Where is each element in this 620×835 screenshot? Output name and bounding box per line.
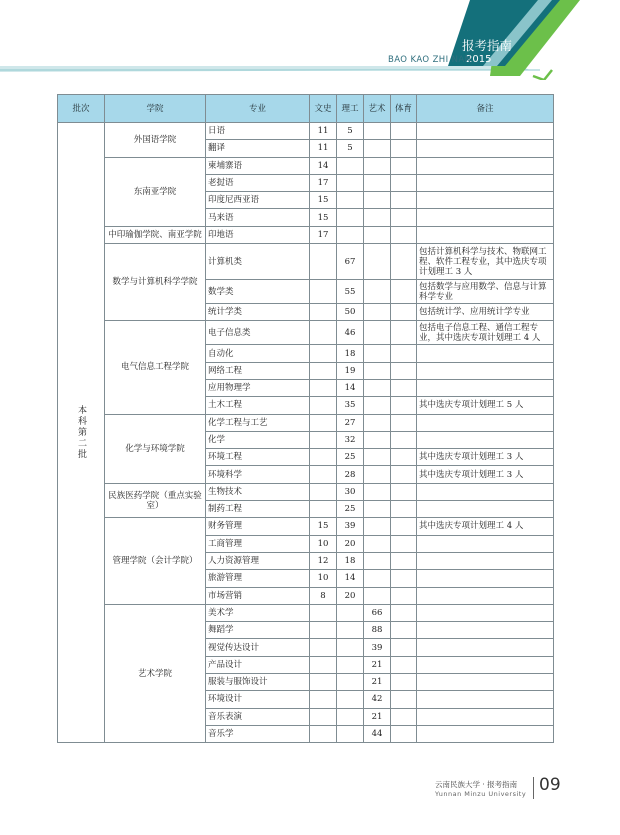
tiyu-cell bbox=[391, 674, 417, 691]
tiyu-cell bbox=[391, 518, 417, 535]
wenshi-cell bbox=[310, 483, 337, 500]
wenshi-cell bbox=[310, 622, 337, 639]
note-cell bbox=[417, 174, 554, 191]
major-cell: 电子信息类 bbox=[206, 321, 310, 345]
tiyu-cell bbox=[391, 431, 417, 448]
college-cell: 数学与计算机科学学院 bbox=[105, 244, 206, 321]
wenshi-cell: 15 bbox=[310, 518, 337, 535]
note-cell bbox=[417, 639, 554, 656]
note-cell: 其中选庆专项计划理工 4 人 bbox=[417, 518, 554, 535]
ligong-cell: 50 bbox=[337, 304, 364, 321]
wenshi-cell bbox=[310, 244, 337, 280]
yishu-cell bbox=[364, 449, 391, 466]
note-cell: 包括统计学、应用统计学专业 bbox=[417, 304, 554, 321]
tiyu-cell bbox=[391, 622, 417, 639]
wenshi-cell bbox=[310, 604, 337, 621]
yishu-cell bbox=[364, 501, 391, 518]
wenshi-cell: 11 bbox=[310, 123, 337, 140]
major-cell: 数学类 bbox=[206, 280, 310, 304]
header-yishu: 艺术 bbox=[364, 95, 391, 123]
yishu-cell bbox=[364, 226, 391, 243]
yishu-cell bbox=[364, 140, 391, 157]
wenshi-cell: 15 bbox=[310, 209, 337, 226]
major-cell: 市场营销 bbox=[206, 587, 310, 604]
guide-pinyin: BAO KAO ZHI NAN bbox=[388, 55, 472, 65]
note-cell: 包括数学与应用数学、信息与计算科学专业 bbox=[417, 280, 554, 304]
batch-cell bbox=[58, 123, 105, 743]
header-college: 学院 bbox=[105, 95, 206, 123]
check-mark-shape bbox=[533, 70, 552, 80]
note-cell bbox=[417, 379, 554, 396]
wenshi-cell bbox=[310, 321, 337, 345]
wenshi-cell bbox=[310, 501, 337, 518]
header-major: 专业 bbox=[206, 95, 310, 123]
yishu-cell bbox=[364, 466, 391, 483]
yishu-cell: 66 bbox=[364, 604, 391, 621]
tiyu-cell bbox=[391, 280, 417, 304]
table-row bbox=[58, 414, 554, 431]
ligong-cell bbox=[337, 691, 364, 708]
ligong-cell bbox=[337, 674, 364, 691]
ligong-cell: 20 bbox=[337, 535, 364, 552]
ligong-cell: 39 bbox=[337, 518, 364, 535]
yishu-cell bbox=[364, 518, 391, 535]
ligong-cell: 18 bbox=[337, 552, 364, 569]
tiyu-cell bbox=[391, 414, 417, 431]
tiyu-cell bbox=[391, 362, 417, 379]
wenshi-cell bbox=[310, 362, 337, 379]
note-cell: 包括电子信息工程、通信工程专业，其中选庆专项计划理工 4 人 bbox=[417, 321, 554, 345]
tiyu-cell bbox=[391, 397, 417, 414]
yishu-cell: 42 bbox=[364, 691, 391, 708]
college-cell: 中印瑜伽学院、南亚学院 bbox=[105, 226, 206, 243]
ligong-cell bbox=[337, 639, 364, 656]
note-cell bbox=[417, 656, 554, 673]
note-cell: 其中选庆专项计划理工 3 人 bbox=[417, 466, 554, 483]
yishu-cell: 88 bbox=[364, 622, 391, 639]
note-cell bbox=[417, 725, 554, 742]
major-cell: 网络工程 bbox=[206, 362, 310, 379]
note-cell: 其中选庆专项计划理工 5 人 bbox=[417, 397, 554, 414]
yishu-cell: 21 bbox=[364, 674, 391, 691]
tiyu-cell bbox=[391, 570, 417, 587]
note-cell bbox=[417, 552, 554, 569]
major-cell: 工商管理 bbox=[206, 535, 310, 552]
major-cell: 翻译 bbox=[206, 140, 310, 157]
tiyu-cell bbox=[391, 140, 417, 157]
tiyu-cell bbox=[391, 552, 417, 569]
footer-university-en: Yunnan Minzu University bbox=[435, 790, 527, 798]
wenshi-cell: 10 bbox=[310, 570, 337, 587]
wenshi-cell: 15 bbox=[310, 192, 337, 209]
tiyu-cell bbox=[391, 501, 417, 518]
note-cell bbox=[417, 604, 554, 621]
yishu-cell bbox=[364, 321, 391, 345]
tiyu-cell bbox=[391, 244, 417, 280]
ligong-cell: 46 bbox=[337, 321, 364, 345]
yishu-cell bbox=[364, 552, 391, 569]
yishu-cell: 21 bbox=[364, 656, 391, 673]
major-cell: 统计学类 bbox=[206, 304, 310, 321]
ligong-cell bbox=[337, 656, 364, 673]
ligong-cell: 14 bbox=[337, 570, 364, 587]
ligong-cell: 32 bbox=[337, 431, 364, 448]
table-row bbox=[58, 604, 554, 621]
wenshi-cell bbox=[310, 691, 337, 708]
tiyu-cell bbox=[391, 483, 417, 500]
wenshi-cell bbox=[310, 639, 337, 656]
wenshi-cell: 17 bbox=[310, 174, 337, 191]
table-row bbox=[58, 226, 554, 243]
major-cell: 马来语 bbox=[206, 209, 310, 226]
wenshi-cell bbox=[310, 379, 337, 396]
tiyu-cell bbox=[391, 691, 417, 708]
yishu-cell: 39 bbox=[364, 639, 391, 656]
table-body bbox=[58, 123, 554, 743]
wenshi-cell bbox=[310, 345, 337, 362]
guide-year: 2015 bbox=[466, 54, 492, 65]
major-cell: 应用物理学 bbox=[206, 379, 310, 396]
ligong-cell bbox=[337, 192, 364, 209]
tiyu-cell bbox=[391, 226, 417, 243]
tiyu-cell bbox=[391, 157, 417, 174]
yishu-cell bbox=[364, 174, 391, 191]
major-cell: 音乐学 bbox=[206, 725, 310, 742]
yishu-cell bbox=[364, 570, 391, 587]
note-cell bbox=[417, 192, 554, 209]
ligong-cell: 5 bbox=[337, 123, 364, 140]
major-cell: 日语 bbox=[206, 123, 310, 140]
wenshi-cell bbox=[310, 304, 337, 321]
college-cell: 东南亚学院 bbox=[105, 157, 206, 226]
yishu-cell bbox=[364, 280, 391, 304]
ligong-cell: 5 bbox=[337, 140, 364, 157]
ligong-cell: 55 bbox=[337, 280, 364, 304]
ligong-cell bbox=[337, 174, 364, 191]
college-cell: 化学与环境学院 bbox=[105, 414, 206, 483]
major-cell: 产品设计 bbox=[206, 656, 310, 673]
yishu-cell bbox=[364, 123, 391, 140]
wenshi-cell bbox=[310, 708, 337, 725]
yishu-cell bbox=[364, 587, 391, 604]
ligong-cell bbox=[337, 708, 364, 725]
note-cell bbox=[417, 414, 554, 431]
ligong-cell: 14 bbox=[337, 379, 364, 396]
major-cell: 自动化 bbox=[206, 345, 310, 362]
ligong-cell: 25 bbox=[337, 449, 364, 466]
note-cell bbox=[417, 362, 554, 379]
major-cell: 土木工程 bbox=[206, 397, 310, 414]
major-cell: 服装与服饰设计 bbox=[206, 674, 310, 691]
wenshi-cell: 8 bbox=[310, 587, 337, 604]
note-cell bbox=[417, 209, 554, 226]
table-row bbox=[58, 518, 554, 535]
enrollment-plan-table bbox=[57, 94, 554, 743]
major-cell: 视觉传达设计 bbox=[206, 639, 310, 656]
tiyu-cell bbox=[391, 535, 417, 552]
note-cell bbox=[417, 431, 554, 448]
yishu-cell bbox=[364, 431, 391, 448]
yishu-cell bbox=[364, 192, 391, 209]
yishu-cell bbox=[364, 397, 391, 414]
footer-university-cn: 云南民族大学 · 报考指南 bbox=[435, 780, 518, 789]
wenshi-cell bbox=[310, 414, 337, 431]
tiyu-cell bbox=[391, 725, 417, 742]
major-cell: 音乐表演 bbox=[206, 708, 310, 725]
note-cell bbox=[417, 691, 554, 708]
major-cell: 环境设计 bbox=[206, 691, 310, 708]
wenshi-cell: 12 bbox=[310, 552, 337, 569]
wenshi-cell: 10 bbox=[310, 535, 337, 552]
ligong-cell: 20 bbox=[337, 587, 364, 604]
header-ligong: 理工 bbox=[337, 95, 364, 123]
tiyu-cell bbox=[391, 321, 417, 345]
wenshi-cell: 11 bbox=[310, 140, 337, 157]
table-header-row bbox=[58, 95, 554, 123]
tiyu-cell bbox=[391, 639, 417, 656]
ligong-cell: 30 bbox=[337, 483, 364, 500]
ligong-cell: 19 bbox=[337, 362, 364, 379]
tiyu-cell bbox=[391, 656, 417, 673]
wenshi-cell bbox=[310, 466, 337, 483]
major-cell: 老挝语 bbox=[206, 174, 310, 191]
wenshi-cell bbox=[310, 280, 337, 304]
major-cell: 舞蹈学 bbox=[206, 622, 310, 639]
wenshi-cell bbox=[310, 397, 337, 414]
ligong-cell bbox=[337, 622, 364, 639]
note-cell bbox=[417, 570, 554, 587]
footer-separator bbox=[533, 777, 534, 799]
college-cell: 管理学院（会计学院） bbox=[105, 518, 206, 604]
ligong-cell: 27 bbox=[337, 414, 364, 431]
ligong-cell bbox=[337, 604, 364, 621]
ligong-cell: 25 bbox=[337, 501, 364, 518]
major-cell: 环境工程 bbox=[206, 449, 310, 466]
note-cell bbox=[417, 535, 554, 552]
wenshi-cell: 14 bbox=[310, 157, 337, 174]
note-cell bbox=[417, 226, 554, 243]
note-cell bbox=[417, 501, 554, 518]
tiyu-cell bbox=[391, 449, 417, 466]
college-cell: 电气信息工程学院 bbox=[105, 321, 206, 414]
tiyu-cell bbox=[391, 345, 417, 362]
yishu-cell bbox=[364, 244, 391, 280]
table-row bbox=[58, 483, 554, 500]
ligong-cell bbox=[337, 209, 364, 226]
major-cell: 柬埔寨语 bbox=[206, 157, 310, 174]
yishu-cell bbox=[364, 535, 391, 552]
major-cell: 化学工程与工艺 bbox=[206, 414, 310, 431]
yishu-cell bbox=[364, 209, 391, 226]
note-cell bbox=[417, 708, 554, 725]
tiyu-cell bbox=[391, 587, 417, 604]
major-cell: 制药工程 bbox=[206, 501, 310, 518]
major-cell: 印地语 bbox=[206, 226, 310, 243]
yishu-cell bbox=[364, 379, 391, 396]
ligong-cell bbox=[337, 226, 364, 243]
tiyu-cell bbox=[391, 174, 417, 191]
table-row bbox=[58, 244, 554, 280]
wenshi-cell bbox=[310, 431, 337, 448]
major-cell: 印度尼西亚语 bbox=[206, 192, 310, 209]
header-tiyu: 体育 bbox=[391, 95, 417, 123]
header-wenshi: 文史 bbox=[310, 95, 337, 123]
major-cell: 计算机类 bbox=[206, 244, 310, 280]
yishu-cell bbox=[364, 483, 391, 500]
tiyu-cell bbox=[391, 304, 417, 321]
major-cell: 生物技术 bbox=[206, 483, 310, 500]
major-cell: 旅游管理 bbox=[206, 570, 310, 587]
tiyu-cell bbox=[391, 192, 417, 209]
note-cell bbox=[417, 674, 554, 691]
note-cell bbox=[417, 123, 554, 140]
note-cell: 包括计算机科学与技术、物联网工程、软件工程专业，其中选庆专项计划理工 3 人 bbox=[417, 244, 554, 280]
college-cell: 民族医药学院（重点实验室） bbox=[105, 483, 206, 518]
header-decoration bbox=[0, 0, 620, 80]
ligong-cell: 35 bbox=[337, 397, 364, 414]
ligong-cell: 67 bbox=[337, 244, 364, 280]
note-cell bbox=[417, 483, 554, 500]
college-cell: 外国语学院 bbox=[105, 123, 206, 158]
ligong-cell: 18 bbox=[337, 345, 364, 362]
yishu-cell: 21 bbox=[364, 708, 391, 725]
wenshi-cell bbox=[310, 674, 337, 691]
table-row bbox=[58, 157, 554, 174]
tiyu-cell bbox=[391, 123, 417, 140]
note-cell bbox=[417, 345, 554, 362]
note-cell bbox=[417, 622, 554, 639]
yishu-cell bbox=[364, 362, 391, 379]
ligong-cell bbox=[337, 725, 364, 742]
wenshi-cell: 17 bbox=[310, 226, 337, 243]
page-number: 09 bbox=[539, 775, 561, 795]
yishu-cell bbox=[364, 414, 391, 431]
tiyu-cell bbox=[391, 466, 417, 483]
tiyu-cell bbox=[391, 379, 417, 396]
major-cell: 化学 bbox=[206, 431, 310, 448]
yishu-cell bbox=[364, 345, 391, 362]
light-band-shape bbox=[0, 66, 530, 72]
table-row bbox=[58, 123, 554, 140]
major-cell: 财务管理 bbox=[206, 518, 310, 535]
yishu-cell: 44 bbox=[364, 725, 391, 742]
note-cell bbox=[417, 140, 554, 157]
yishu-cell bbox=[364, 157, 391, 174]
ligong-cell: 28 bbox=[337, 466, 364, 483]
wenshi-cell bbox=[310, 449, 337, 466]
header-note: 备注 bbox=[417, 95, 554, 123]
ligong-cell bbox=[337, 157, 364, 174]
guide-title: 报考指南 bbox=[462, 38, 513, 53]
note-cell bbox=[417, 587, 554, 604]
wenshi-cell bbox=[310, 656, 337, 673]
batch-label: 本科第二批 bbox=[76, 405, 86, 461]
header-batch: 批次 bbox=[58, 95, 105, 123]
table-row bbox=[58, 321, 554, 345]
note-cell bbox=[417, 157, 554, 174]
tiyu-cell bbox=[391, 708, 417, 725]
major-cell: 人力资源管理 bbox=[206, 552, 310, 569]
major-cell: 美术学 bbox=[206, 604, 310, 621]
yishu-cell bbox=[364, 304, 391, 321]
major-cell: 环境科学 bbox=[206, 466, 310, 483]
note-cell: 其中选庆专项计划理工 3 人 bbox=[417, 449, 554, 466]
tiyu-cell bbox=[391, 604, 417, 621]
college-cell: 艺术学院 bbox=[105, 604, 206, 742]
tiyu-cell bbox=[391, 209, 417, 226]
wenshi-cell bbox=[310, 725, 337, 742]
